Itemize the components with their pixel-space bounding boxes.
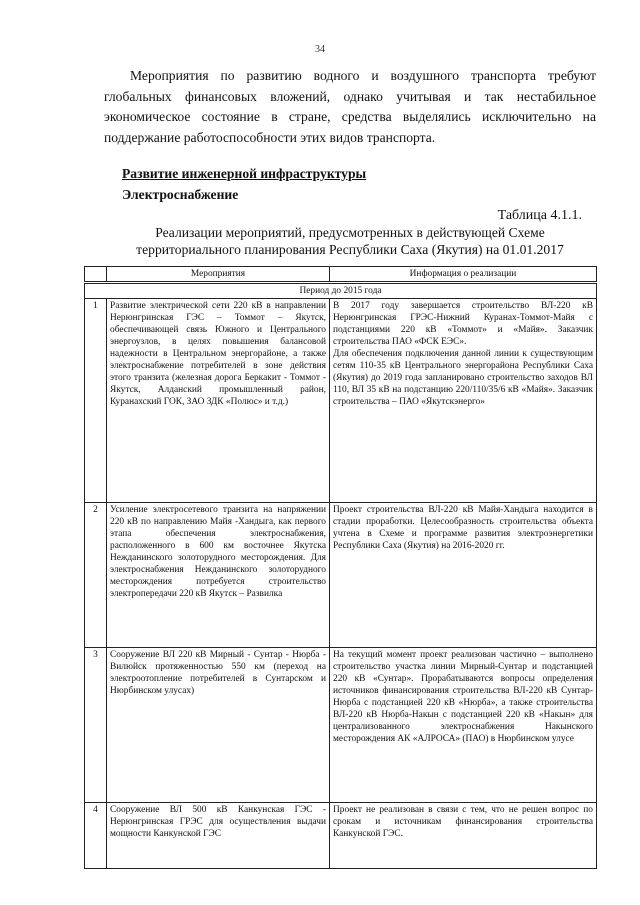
row-info	[330, 299, 597, 503]
table-row	[85, 299, 597, 503]
row-number: 2	[85, 503, 107, 648]
row-info-paragraph: На текущий момент проект реализован частично – выполнено строительство участка линии Мирный-Сунтар и подстанцией 220 кВ «Сунтар». Прорабатываются вопросы определения источников финансирования строительства ВЛ-220 кВ Сунтар-Нюрба с подстанцией 220 кВ «Нюрба», а также строительства ВЛ-220 кВ Нюрба-Накын с подстанцией 220 кВ «Накын» для централизованного электроснабжения Накынского месторождения АК «АЛРОСА» (ПАО) в Нюрбинском улусе	[333, 650, 593, 744]
section-heading: Развитие инженерной инфраструктуры	[122, 166, 367, 181]
row-number: 3	[85, 648, 107, 803]
row-info-paragraph: В 2017 году завершается строительство ВЛ-220 кВ Нерюнгринская ГРЭС-Нижний Куранах-Томмот-Майя с подстанциями 220 кВ «Томмот» и «Майя». Заказчик строительства ПАО «ФСК ЕЭС».	[333, 301, 593, 347]
table-row	[85, 503, 597, 648]
row-info	[330, 503, 597, 648]
row-measure: Развитие электрической сети 220 кВ в направлении Нерюнгринская ГЭС – Томмот – Якутск, обеспечивающей связь Южного и Центрального энергоузлов, в целях повышения балансовой надежности в Центральном энергорайоне, а также электроснабжение потребителей в зоне действия этого транзита (железная дорога Беркакит - Томмот - Якутск, Алданский промышленный район, Куранахский ГОК, ЗАО ЗДК «Полюс» и т.д.)	[107, 299, 330, 503]
subsection-heading: Электроснабжение	[122, 187, 239, 202]
page-number: 34	[315, 44, 325, 55]
row-measure: Сооружение ВЛ 220 кВ Мирный - Сунтар - Нюрба - Вилюйск протяженностью 550 км (переход на электроотопление потребителей в Сунтарском и Нюрбинском улусах)	[107, 648, 330, 803]
intro-text: Мероприятия по развитию водного и воздушного транспорта требуют глобальных финансовых вложений, однако учитывая и так нестабильное экономическое состояние в стране, средства выделялись исключительно на поддержание работоспособности этих видов транспорта.	[104, 68, 596, 145]
row-info-paragraph: Для обеспечения подключения данной линии к существующим сетям 110-35 кВ Центрального энергорайона Республики Саха (Якутия) до 2019 года запланировано строительство заходов ВЛ 110, ВЛ 35 кВ на подстанцию 220/110/35/6 кВ «Майя». Заказчик строительства – ПАО «Якутскэнерго»	[333, 349, 593, 407]
row-measure: Сооружение ВЛ 500 кВ Канкунская ГЭС - Нерюнгринская ГРЭС для осуществления выдачи мощности Канкунской ГЭС	[107, 803, 330, 869]
row-info	[330, 803, 597, 869]
period-row	[85, 283, 597, 299]
period-label: Период до 2015 года	[85, 283, 597, 299]
table-number: Таблица 4.1.1.	[497, 208, 582, 223]
table-caption: Реализации мероприятий, предусмотренных в действующей Схеме территориального планирования Республики Саха (Якутия) на 01.01.2017	[136, 225, 564, 257]
intro-paragraph	[104, 66, 596, 148]
header-measures: Мероприятия	[107, 267, 330, 283]
row-number: 1	[85, 299, 107, 503]
table-header-row	[85, 267, 597, 283]
measures-table	[84, 266, 597, 869]
row-info	[330, 648, 597, 803]
header-num-cell	[85, 267, 107, 283]
row-number: 4	[85, 803, 107, 869]
table-row	[85, 648, 597, 803]
row-measure: Усиление электросетевого транзита на напряжении 220 кВ по направлению Майя -Хандыга, как первого этапа обеспечения электроснабжения, расположенного в 600 км восточнее Якутска Нежданинского золоторудного месторождения. Для электроснабжения Нежданинского золоторудного месторождения потребуется строительство электропередачи 220 кВ Якутск – Развилка	[107, 503, 330, 648]
table-row	[85, 803, 597, 869]
header-info: Информация о реализации	[330, 267, 597, 283]
row-info-paragraph: Проект не реализован в связи с тем, что не решен вопрос по срокам и источникам финансирования строительства Канкунской ГЭС.	[333, 805, 593, 839]
row-info-paragraph: Проект строительства ВЛ-220 кВ Майя-Хандыга находится в стадии проработки. Целесообразность строительства объекта учтена в Схеме и программе развития электроэнергетики Республики Саха (Якутия) на 2016-2020 гг.	[333, 505, 593, 551]
